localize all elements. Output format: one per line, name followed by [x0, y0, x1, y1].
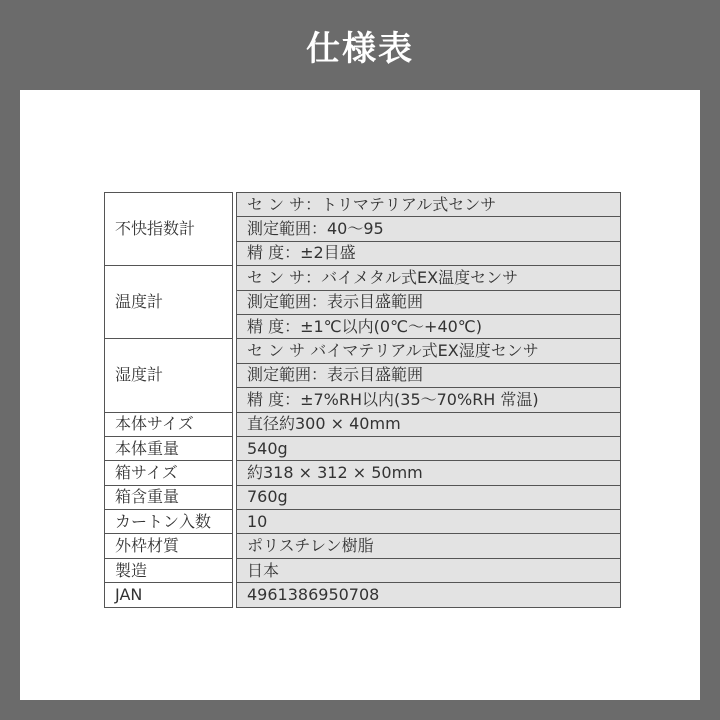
table-row	[105, 339, 621, 363]
spec-label: 外枠材質	[105, 534, 233, 558]
spec-value: 約318 × 312 × 50mm	[237, 461, 621, 485]
spec-value: 精 度：±2目盛	[237, 241, 621, 265]
table-row	[105, 583, 621, 607]
spec-value: 精 度：±1℃以内(0℃～+40℃)	[237, 314, 621, 338]
spec-table	[104, 192, 621, 608]
spec-value: セ ン サ：バイメタル式EX温度センサ	[237, 266, 621, 290]
table-row	[105, 485, 621, 509]
table-row	[105, 558, 621, 582]
spec-label: 温度計	[105, 266, 233, 339]
table-row	[105, 534, 621, 558]
table-row	[105, 461, 621, 485]
spec-value: 日本	[237, 558, 621, 582]
spec-value: セ ン サ：トリマテリアル式センサ	[237, 193, 621, 217]
spec-label: 箱含重量	[105, 485, 233, 509]
spec-value: 4961386950708	[237, 583, 621, 607]
spec-label: JAN	[105, 583, 233, 607]
spec-label: カートン入数	[105, 510, 233, 534]
spec-label: 不快指数計	[105, 193, 233, 266]
page-title: 仕様表	[306, 28, 414, 69]
spec-value: ポリスチレン樹脂	[237, 534, 621, 558]
spec-value: 760g	[237, 485, 621, 509]
spec-value: 測定範囲：40～95	[237, 217, 621, 241]
table-row	[105, 436, 621, 460]
spec-label: 本体重量	[105, 436, 233, 460]
spec-value: 540g	[237, 436, 621, 460]
spec-label: 製造	[105, 558, 233, 582]
spec-label: 湿度計	[105, 339, 233, 412]
spec-value: セ ン サ バイマテリアル式EX湿度センサ	[237, 339, 621, 363]
header-bar	[0, 0, 720, 90]
table-row	[105, 266, 621, 290]
spec-value: 精 度：±7%RH以内(35～70%RH 常温)	[237, 388, 621, 412]
spec-label: 箱サイズ	[105, 461, 233, 485]
spec-value: 直径約300 × 40mm	[237, 412, 621, 436]
spec-panel	[20, 90, 700, 700]
spec-value: 10	[237, 510, 621, 534]
table-row	[105, 412, 621, 436]
table-row	[105, 193, 621, 217]
spec-label: 本体サイズ	[105, 412, 233, 436]
spec-value: 測定範囲：表示目盛範囲	[237, 363, 621, 387]
spec-value: 測定範囲：表示目盛範囲	[237, 290, 621, 314]
table-row	[105, 510, 621, 534]
